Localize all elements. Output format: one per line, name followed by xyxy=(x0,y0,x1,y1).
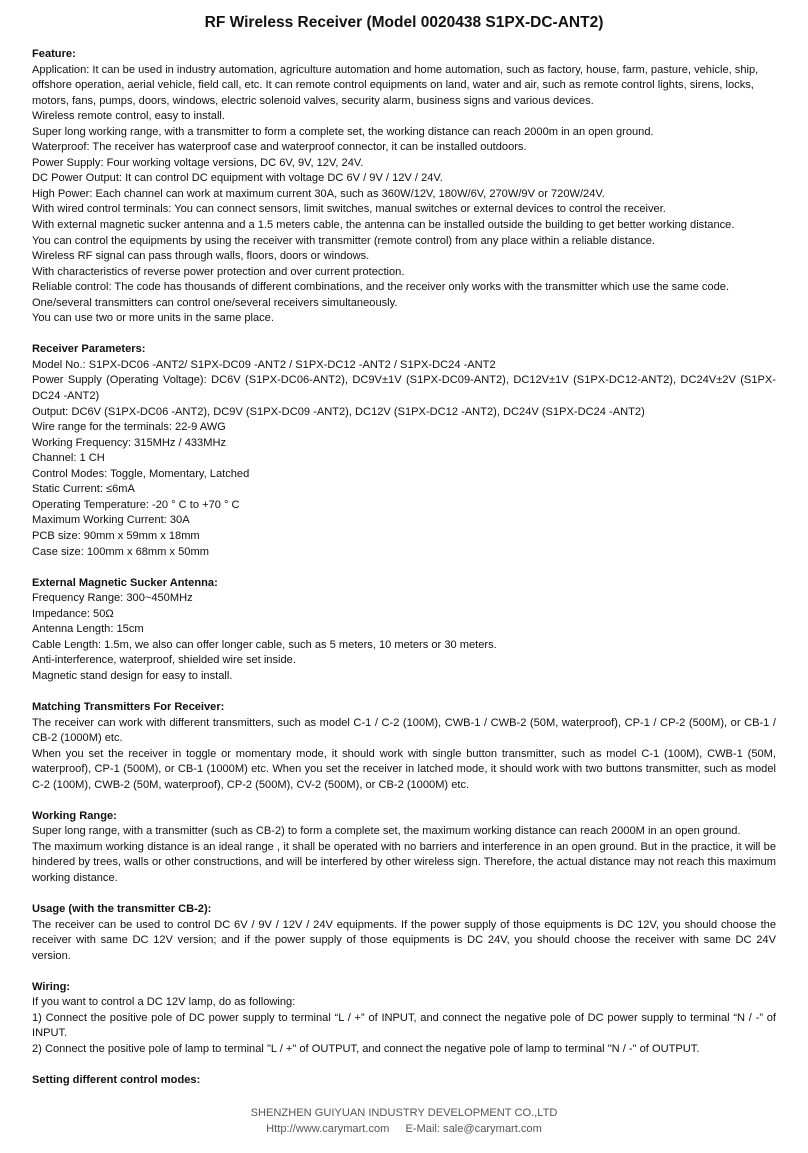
parameter-line: Channel: 1 CH xyxy=(32,452,105,465)
parameter-line: Maximum Working Current: 30A xyxy=(32,514,190,527)
antenna-line: Frequency Range: 300~450MHz xyxy=(32,592,193,605)
feature-line: Reliable control: The code has thousands of different combinations, and the receiver only works with the transmitter which use the same code. xyxy=(32,281,730,294)
wiring-line: 2) Connect the positive pole of lamp to terminal "L / +" of OUTPUT, and connect the negative pole of lamp to terminal "N / -" of OUTPUT. xyxy=(32,1043,700,1055)
feature-line: Waterproof: The receiver has waterproof case and waterproof connector, it can be installed outdoors. xyxy=(32,141,527,154)
control-modes-section xyxy=(32,1073,776,1089)
document-body xyxy=(32,47,776,1104)
feature-line: With external magnetic sucker antenna and a 1.5 meters cable, the antenna can be installed outside the building to get better working distance. xyxy=(32,219,735,232)
antenna-line: Magnetic stand design for easy to install. xyxy=(32,669,233,682)
parameter-line: Working Frequency: 315MHz / 433MHz xyxy=(32,436,227,449)
feature-line: One/several transmitters can control one/several receivers simultaneously. xyxy=(32,296,398,309)
footer-email: E-Mail: sale@carymart.com xyxy=(405,1122,542,1135)
working-range-heading: Working Range: xyxy=(32,809,117,822)
matching-transmitters-line: When you set the receiver in toggle or momentary mode, it should work with single button transmitter, such as model C-1 (100M), CWB-1 (50M, waterproof), CP-1 (500M), or CB-1 (1000M) etc. When you set the receiver in latched mode, it should work with two buttons transmitter, such as model C-2 (100M), CWB-2 (50M, waterproof), CP-2 (500M), CV-2 (500M), or CB-2 (1000M) etc. xyxy=(32,747,776,791)
footer-contact xyxy=(0,1122,808,1138)
antenna-section xyxy=(32,576,776,685)
wiring-line: 1) Connect the positive pole of DC power supply to terminal “L / +” of INPUT, and connect the negative pole of DC power supply to terminal “N / -” of INPUT. xyxy=(32,1011,776,1040)
parameter-line: PCB size: 90mm x 59mm x 18mm xyxy=(32,529,200,542)
wiring-line: If you want to control a DC 12V lamp, do as following: xyxy=(32,996,296,1009)
working-range-section xyxy=(32,809,776,887)
feature-line: Power Supply: Four working voltage versions, DC 6V, 9V, 12V, 24V. xyxy=(32,156,364,169)
antenna-heading: External Magnetic Sucker Antenna: xyxy=(32,576,218,589)
page-footer xyxy=(0,1106,808,1137)
document-title: RF Wireless Receiver (Model 0020438 S1PX-DC-ANT2) xyxy=(204,14,604,31)
parameter-line: Output: DC6V (S1PX-DC06 -ANT2), DC9V (S1PX-DC09 -ANT2), DC12V (S1PX-DC12 -ANT2), DC24V (S1PX-DC24 -ANT2) xyxy=(32,405,645,418)
feature-section xyxy=(32,47,776,327)
parameter-line: Power Supply (Operating Voltage): DC6V (S1PX-DC06-ANT2), DC9V±1V (S1PX-DC09-ANT2), DC12V±1V (S1PX-DC12-ANT2), DC24V±2V (S1PX-DC24 -ANT2) xyxy=(32,374,776,403)
receiver-parameters-section xyxy=(32,342,776,560)
feature-line: You can use two or more units in the same place. xyxy=(32,312,274,325)
control-modes-heading: Setting different control modes: xyxy=(32,1074,201,1087)
feature-line: DC Power Output: It can control DC equipment with voltage DC 6V / 9V / 12V / 24V. xyxy=(32,172,443,185)
working-range-line: Super long range, with a transmitter (such as CB-2) to form a complete set, the maximum working distance can reach 2000M in an open ground. xyxy=(32,825,741,838)
parameter-line: Static Current: ≤6mA xyxy=(32,483,135,496)
antenna-line: Cable Length: 1.5m, we also can offer longer cable, such as 5 meters, 10 meters or 30 meters. xyxy=(32,638,497,651)
parameter-line: Control Modes: Toggle, Momentary, Latched xyxy=(32,467,250,480)
parameter-line: Wire range for the terminals: 22-9 AWG xyxy=(32,421,226,434)
feature-line: Application: It can be used in industry automation, agriculture automation and home automation, such as factory, house, farm, pasture, vehicle, ship, offshore operation, aerial vehicle, field call, etc. It can remote control equipments on land, water and air, such as remote control lights, sirens, locks, motors, fans, pumps, doors, windows, electric solenoid valves, security alarm, business signs and various devices. xyxy=(32,63,759,107)
feature-line: Wireless remote control, easy to install. xyxy=(32,110,225,123)
receiver-parameters-heading: Receiver Parameters: xyxy=(32,343,146,356)
feature-heading: Feature: xyxy=(32,48,76,60)
matching-transmitters-section xyxy=(32,700,776,793)
wiring-section xyxy=(32,980,776,1058)
antenna-line: Impedance: 50Ω xyxy=(32,607,114,620)
feature-line: With characteristics of reverse power protection and over current protection. xyxy=(32,265,405,278)
parameter-line: Model No.: S1PX-DC06 -ANT2/ S1PX-DC09 -ANT2 / S1PX-DC12 -ANT2 / S1PX-DC24 -ANT2 xyxy=(32,358,496,371)
antenna-line: Anti-interference, waterproof, shielded wire set inside. xyxy=(32,654,296,667)
usage-line: The receiver can be used to control DC 6V / 9V / 12V / 24V equipments. If the power supply of those equipments is DC 12V, you should choose the receiver with same DC 12V version; and if the power supply of those equipments is DC 24V, you should choose the receiver with same DC 24V version. xyxy=(32,918,776,962)
feature-line: High Power: Each channel can work at maximum current 30A, such as 360W/12V, 180W/6V, 270W/9V or 720W/24V. xyxy=(32,187,605,200)
usage-heading: Usage (with the transmitter CB-2): xyxy=(32,903,212,916)
usage-section xyxy=(32,902,776,964)
working-range-line: The maximum working distance is an ideal range , it shall be operated with no barriers and interference in an open ground. But in the practice, it will be hindered by trees, walls or other constructions, and will be interfered by other wireless sign. Therefore, the actual distance may not reach this maximum working distance. xyxy=(32,840,776,884)
feature-line: You can control the equipments by using the receiver with transmitter (remote control) from any place within a reliable distance. xyxy=(32,234,655,247)
antenna-line: Antenna Length: 15cm xyxy=(32,623,144,636)
feature-line: Wireless RF signal can pass through walls, floors, doors or windows. xyxy=(32,250,370,263)
matching-transmitters-line: The receiver can work with different transmitters, such as model C-1 / C-2 (100M), CWB-1 / CWB-2 (50M, waterproof), CP-1 / CP-2 (500M), or CB-1 / CB-2 (1000M) etc. xyxy=(32,716,776,745)
feature-line: Super long working range, with a transmitter to form a complete set, the working distance can reach 2000m in an open ground. xyxy=(32,125,654,138)
feature-line: With wired control terminals: You can connect sensors, limit switches, manual switches or external devices to control the receiver. xyxy=(32,203,666,216)
parameter-line: Case size: 100mm x 68mm x 50mm xyxy=(32,545,209,558)
matching-transmitters-heading: Matching Transmitters For Receiver: xyxy=(32,700,225,713)
footer-company: SHENZHEN GUIYUAN INDUSTRY DEVELOPMENT CO.,LTD xyxy=(250,1107,558,1119)
parameter-line: Operating Temperature: -20 ° C to +70 ° C xyxy=(32,498,240,511)
wiring-heading: Wiring: xyxy=(32,980,71,993)
footer-website: Http://www.carymart.com xyxy=(266,1122,390,1135)
